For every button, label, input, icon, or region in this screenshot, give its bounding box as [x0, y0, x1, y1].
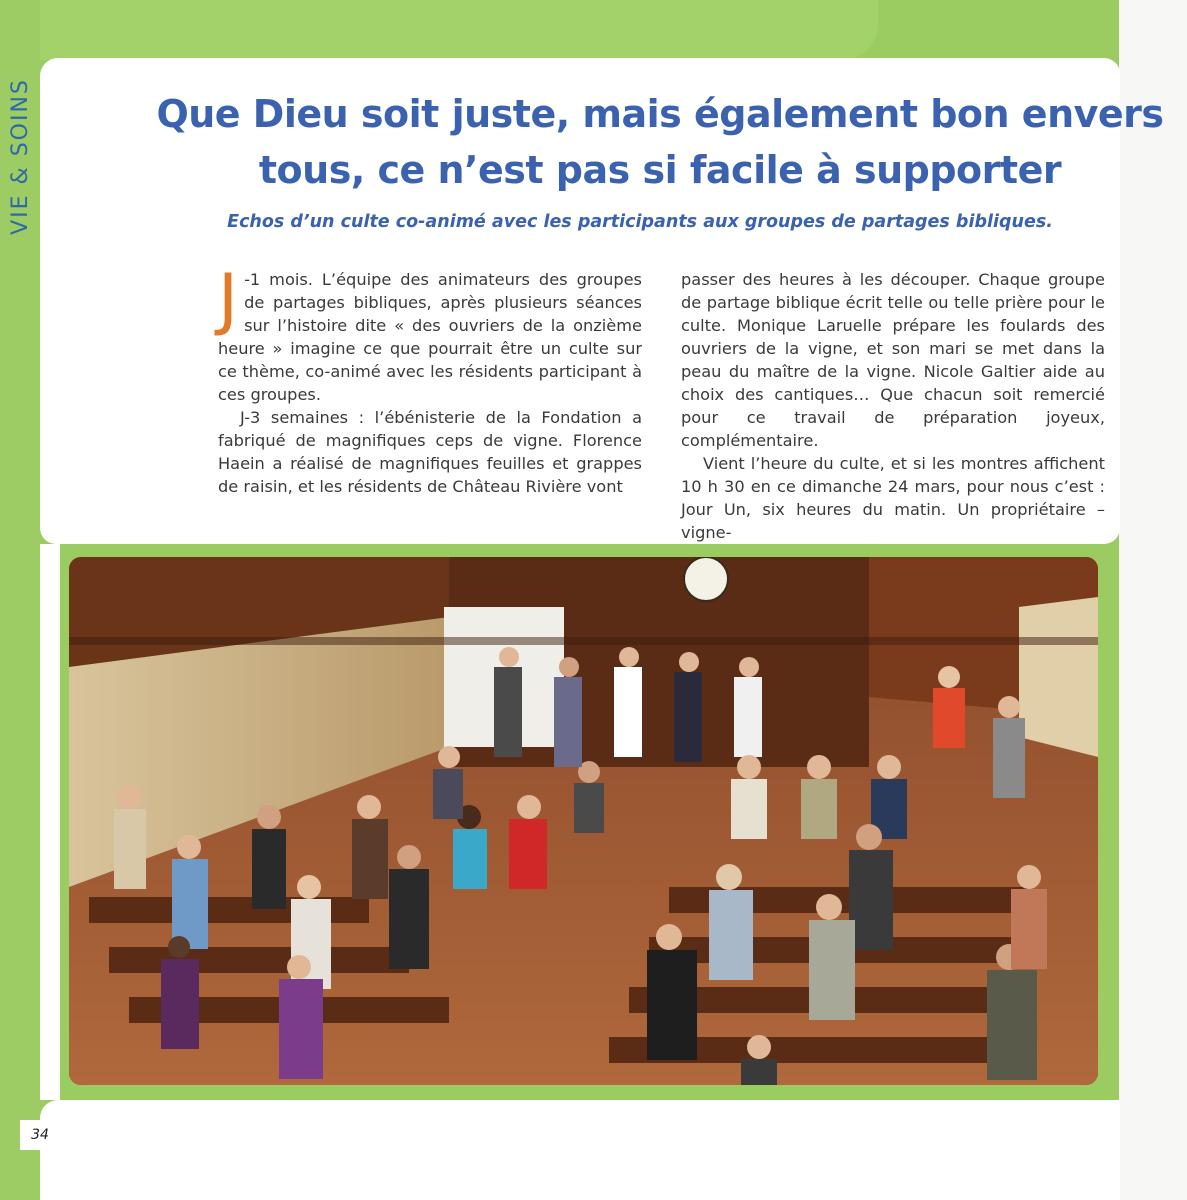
paragraph: Vient l’heure du culte, et si les montres affichent 10 h 30 en ce dimanche 24 mars, pour nous c’est : Jour Un, six heures du matin. Un propriétaire – vigne-	[681, 454, 1105, 542]
article-title: Que Dieu soit juste, mais également bon envers tous, ce n’est pas si facile à supporter	[156, 92, 1164, 192]
card-gap	[40, 544, 60, 1100]
dropcap: J	[218, 260, 239, 339]
section-label	[4, 56, 36, 256]
paragraph: J-3 semaines : l’ébénisterie de la Fondation a fabriqué de magnifiques ceps de vigne. Florence Haein a réalisé de magnifiques feuilles et grappes de raisin, et les résidents de Château Rivière vont	[218, 408, 642, 496]
bottom-margin	[40, 1100, 1120, 1200]
green-top-tab	[0, 0, 878, 60]
article-subtitle: Echos d’un culte co-animé avec les participants aux groupes de partages bibliques.	[227, 212, 1053, 232]
section-label-text: VIE & SOINS	[7, 77, 33, 235]
paragraph	[218, 260, 642, 406]
text-column-left	[218, 260, 642, 498]
congregation-photo	[69, 557, 1098, 1085]
paragraph-text: -1 mois. L’équipe des animateurs des groupes de partages bibliques, après plusieurs séances sur l’histoire dite « des ouvriers de la onzième heure » imagine ce que pourrait être un culte sur ce thème, co-animé avec les résidents participant à ces groupes.	[218, 270, 642, 404]
page-number: 34	[20, 1120, 60, 1150]
text-column-right	[681, 268, 1105, 544]
paragraph: passer des heures à les découper. Chaque groupe de partage biblique écrit telle ou telle prière pour le culte. Monique Laruelle prépare les foulards des ouvriers de la vigne, et son mari se met dans la peau du maître de la vigne. Nicole Galtier aide au choix des cantiques… Que chacun soit remercié pour ce travail de préparation joyeux, complémentaire.	[681, 270, 1105, 450]
